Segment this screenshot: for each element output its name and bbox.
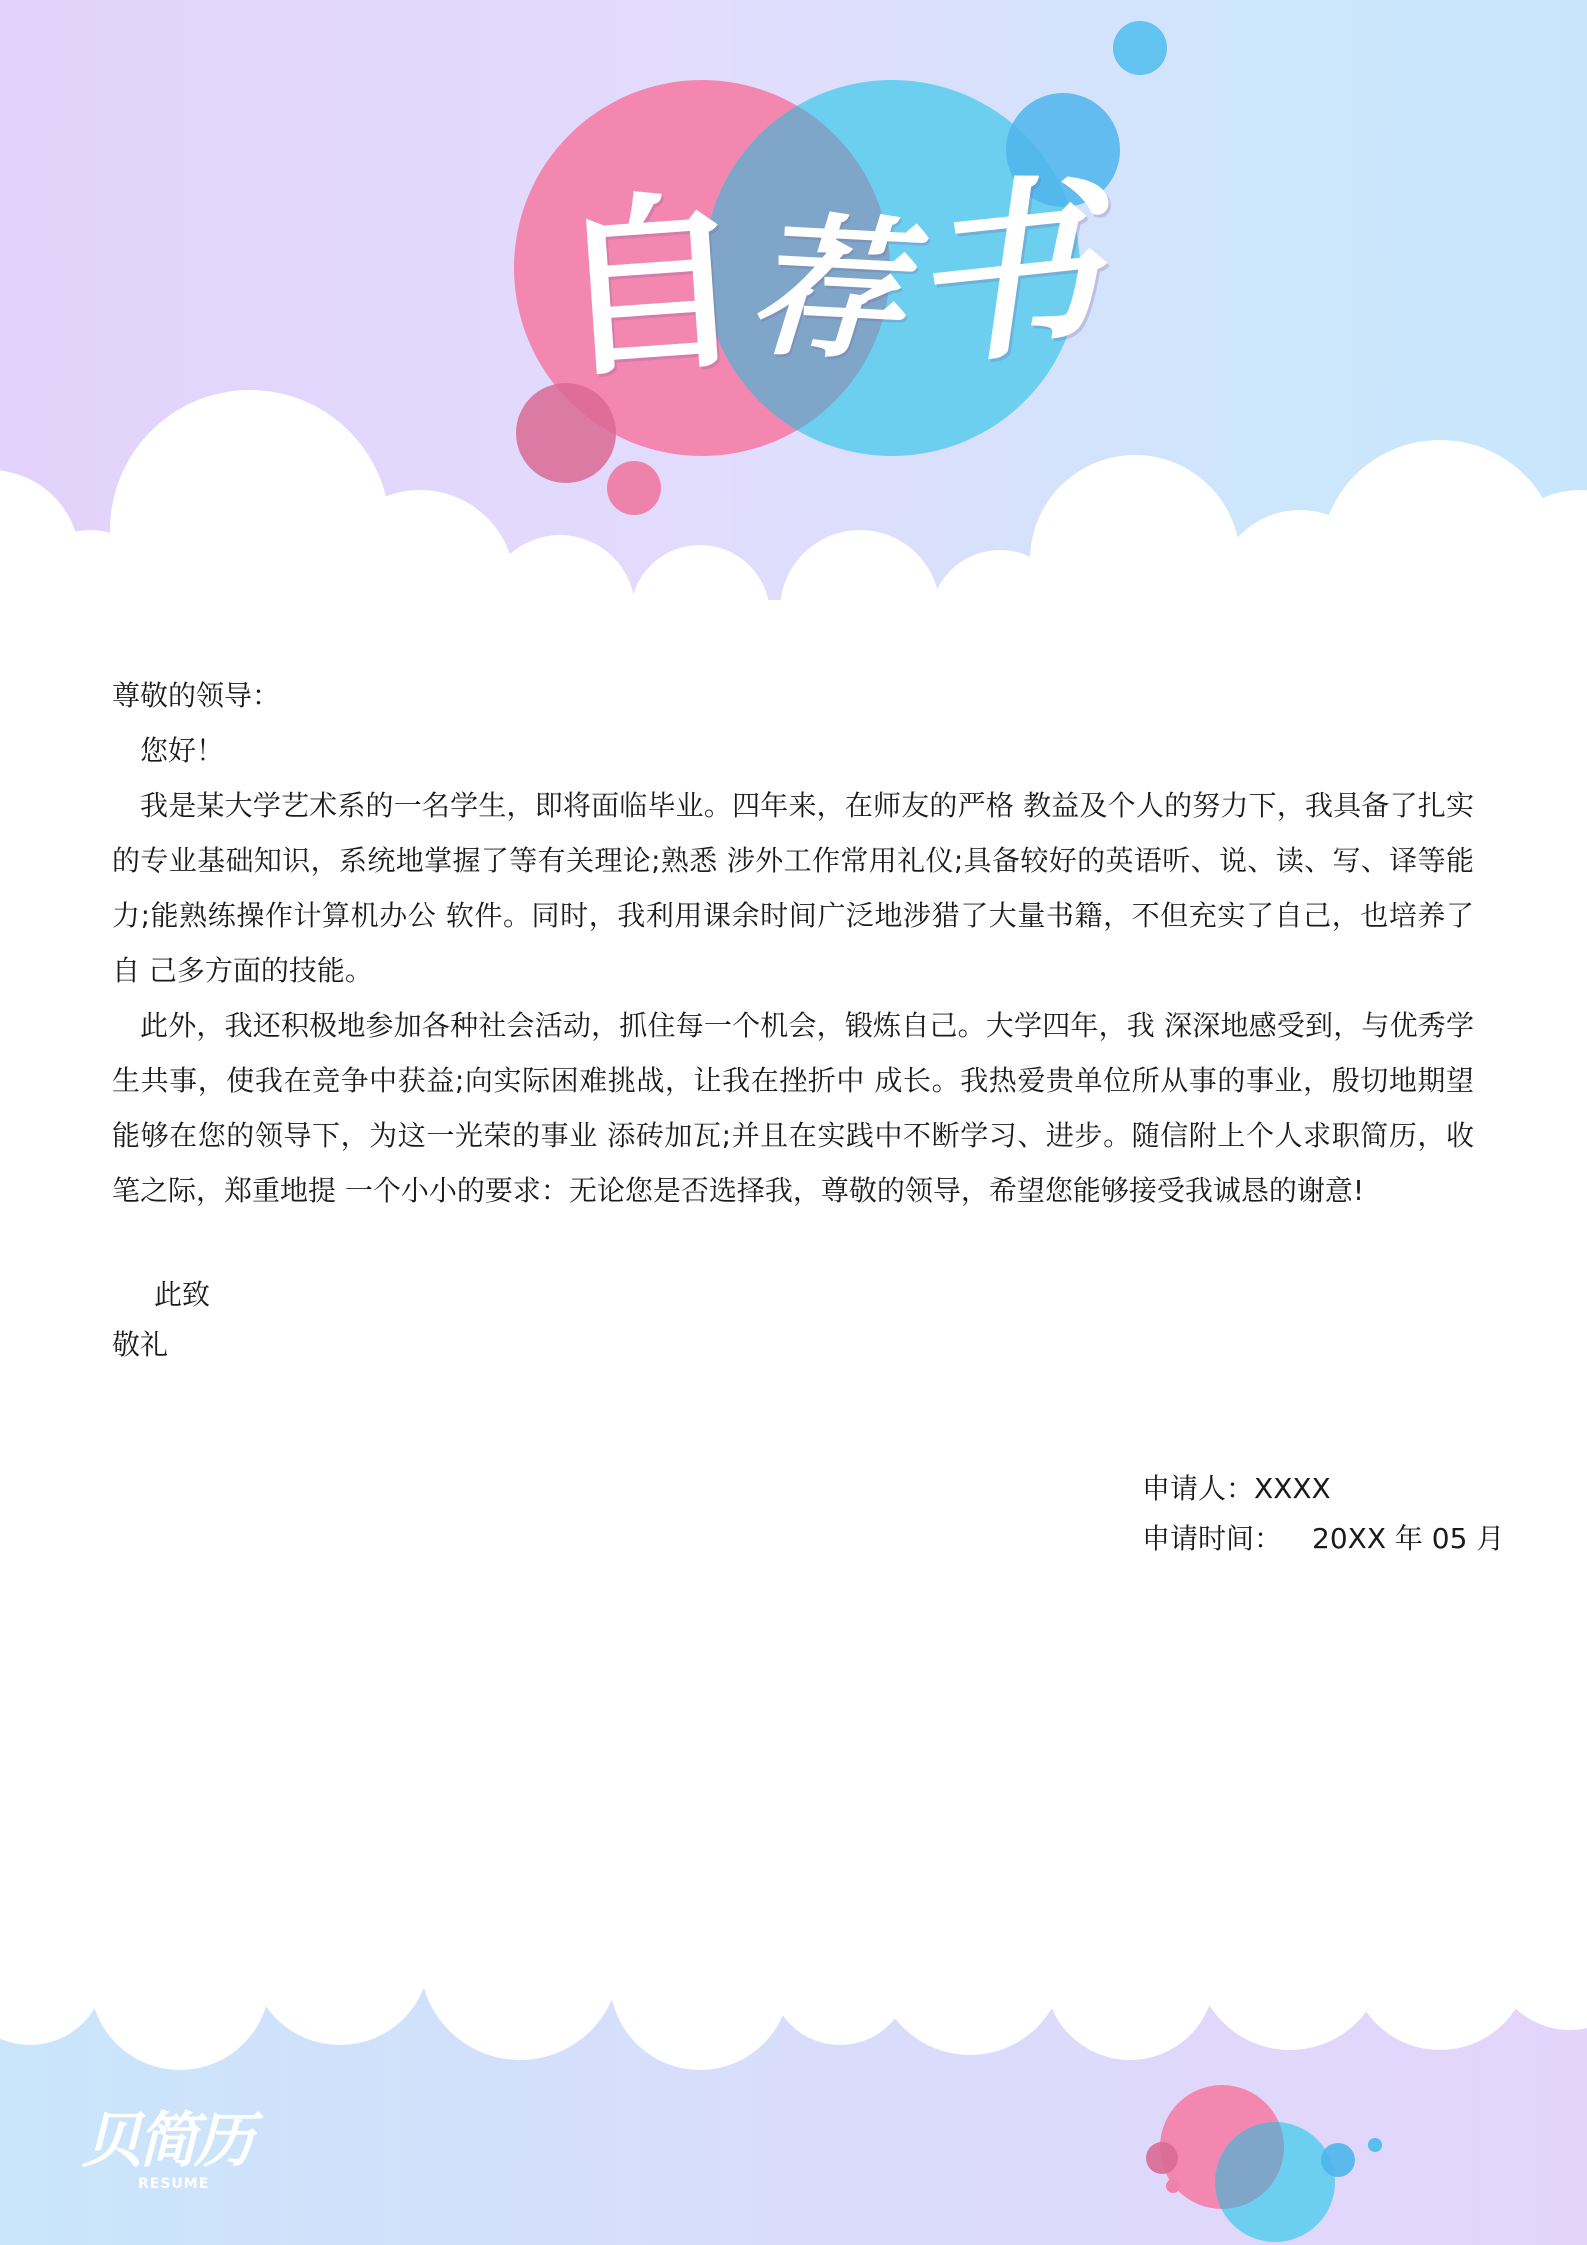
greeting: 您好！ — [140, 734, 225, 767]
brand-name: 贝简历 — [82, 2106, 250, 2176]
applicant-label: 申请人： — [1142, 1472, 1255, 1505]
paragraph-2: 此外，我还积极地参加各种社会活动，抓住每一个机会，锻炼自己。大学四年，我 深深地感受到，与优秀学生共事，使我在竞争中获益;向实际困难挑战，让我在挫折中 成长。我热爱贵单位所从事的事业，殷切地期望能够在您的领导下，为这一光荣的事业 添砖加瓦;并且在实践中不断学习、进步。随信附上个人求职简历，收笔之际，郑重地提 一个小小的要求：无论您是否选择我，尊敬的领导，希望您能够接受我诚恳的谢意! — [112, 1009, 1474, 1207]
footer-bubble — [1146, 2142, 1178, 2174]
date-label: 申请时间： — [1142, 1522, 1283, 1555]
brand-logo — [82, 2108, 252, 2198]
applicant-value: XXXX — [1254, 1472, 1331, 1505]
title-char-2: 荐 — [745, 195, 903, 383]
closing-line-2: 敬礼 — [112, 1328, 169, 1361]
closing-line-1: 此致 — [154, 1278, 211, 1311]
paragraph-1: 我是某大学艺术系的一名学生，即将面临毕业。四年来，在师友的严格 教益及个人的努力下，我具备了扎实的专业基础知识，系统地掌握了等有关理论;熟悉 涉外工作常用礼仪;具备较好的英语听、说、读、写、译等能力;能熟练操作计算机办公 软件。同时，我利用课余时间广泛地涉猎了大量书籍，不但充实了自己，也培养了自 己多方面的技能。 — [112, 789, 1474, 987]
footer-bubble — [1321, 2143, 1355, 2177]
title-char-3: 书 — [897, 154, 1103, 394]
signature-block — [1142, 1464, 1504, 1564]
page-title — [547, 150, 1103, 404]
applicant-row — [1142, 1464, 1504, 1514]
salutation: 尊敬的领导： — [112, 679, 281, 712]
date-value: 20XX 年 05 月 — [1312, 1522, 1505, 1555]
date-row — [1142, 1514, 1504, 1564]
closing — [112, 1270, 210, 1370]
footer-bubble — [1166, 2179, 1180, 2193]
letter-body — [112, 668, 1474, 1218]
brand-tagline: RESUME — [138, 2176, 210, 2192]
bubble-decoration — [1113, 21, 1167, 75]
title-char-1: 自 — [547, 168, 748, 404]
footer-bubble — [1368, 2138, 1382, 2152]
bubble-decoration — [607, 461, 661, 515]
